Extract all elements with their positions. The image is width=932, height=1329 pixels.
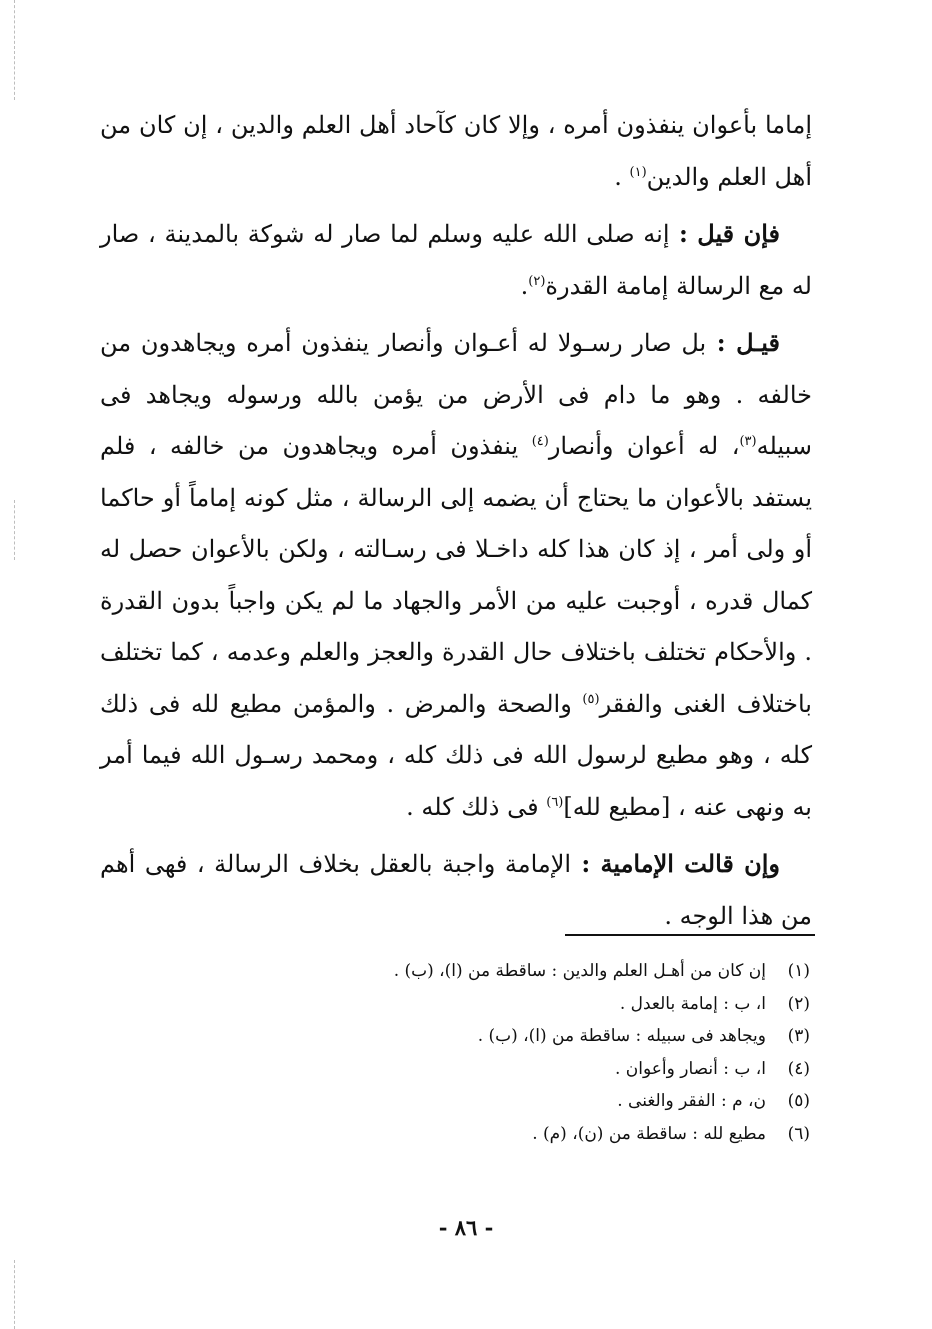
footnote-number: (١) <box>787 961 810 981</box>
paragraph-4 <box>100 838 812 942</box>
footnote-text: إن كان من أهـل العلم والدين : ساقطة من (ا)، (ب) . <box>393 961 766 981</box>
paragraph-3 <box>100 317 812 833</box>
paragraph-3-segment-2: ، له أعوان وأنصار <box>548 432 740 460</box>
footnote-ref-1: (١) <box>629 164 647 180</box>
paragraph-4-lead: وإن قالت الإمامية : <box>581 849 781 878</box>
footnote-text: ا، ب : إمامة بالعدل . <box>619 993 766 1014</box>
scan-edge-mark-middle <box>14 500 15 560</box>
footnote-separator <box>565 934 815 936</box>
footnote-2 <box>100 988 810 1021</box>
footnote-4 <box>100 1053 810 1086</box>
paragraph-2-text: إنه صلى الله عليه وسلم لما صار له شوكة بالمدينة ، صار له مع الرسالة إمامة القدرة <box>100 220 812 300</box>
footnote-number: (٥) <box>787 1091 810 1111</box>
footnote-text: مطيع لله : ساقطة من (ن)، (م) . <box>532 1123 766 1144</box>
footnote-text: ا، ب : أنصار وأعوان . <box>614 1058 766 1079</box>
paragraph-2 <box>100 208 812 312</box>
footnote-ref-6: (٦) <box>546 794 564 810</box>
paragraph-3-segment-1: بل صار رسـولا له أعـوان وأنصار ينفذون أمره ويجاهدون من خالفه . وهو ما دام فى الأرض من يؤمن بالله ورسوله ويجاهد فى سبيله <box>100 329 812 460</box>
main-text <box>100 100 812 947</box>
scan-edge-mark-top <box>14 0 15 100</box>
paragraph-1 <box>100 100 812 203</box>
footnote-6 <box>100 1118 810 1151</box>
footnote-number: (٢) <box>787 993 810 1014</box>
footnote-3 <box>100 1020 810 1053</box>
footnote-ref-2: (٢) <box>528 273 546 289</box>
footnote-1 <box>100 955 810 988</box>
paragraph-1-text: إماما بأعوان ينفذون أمره ، وإلا كان كآحاد أهل العلم والدين ، إن كان من أهل العلم والدين <box>100 111 812 191</box>
footnote-number: (٦) <box>787 1123 810 1144</box>
scan-edge-mark-bottom <box>14 1260 15 1329</box>
footnote-number: (٤) <box>787 1058 810 1079</box>
paragraph-3-lead: قيـل : <box>716 328 781 357</box>
paragraph-2-lead: فإن قيل : <box>678 219 781 248</box>
footnote-ref-3: (٣) <box>739 434 757 449</box>
page-number: - ٨٦ - <box>438 1215 494 1240</box>
paragraph-3-segment-3: ينفذون أمره ويجاهدون من خالفه ، فلم يستفد بالأعوان ما يحتاج أن يضمه إلى الرسالة ، مثل كونه إماماً أو حاكما أو ولى أمر ، إذ كان هذا كله داخـلا فى رسـالته ، ولكن بالأعوان حصل له كمال قدره ، أوجبت عليه من الأمر والجهاد ما لم يكن واجباً بدون القدرة . والأحكام تختلف باختلاف حال القدرة والعجز والعلم وعدمه ، كما تختلف باختلاف الغنى والفقر <box>100 432 813 718</box>
paragraph-1-tail: . <box>614 162 622 191</box>
paragraph-3-segment-5: فى ذلك كله . <box>406 792 539 821</box>
paragraph-3-segment-4: والصحة والمرض . والمؤمن مطيع لله فى ذلك كله ، وهو مطيع لرسول الله فى ذلك كله ، ومحمد رسـول الله فيما أمر به ونهى عنه ، [مطيع لله] <box>100 689 812 821</box>
footnote-5 <box>100 1085 810 1118</box>
footnote-ref-5: (٥) <box>582 691 600 707</box>
footnote-text: ويجاهد فى سبيله : ساقطة من (ا)، (ب) . <box>477 1026 766 1046</box>
footnote-text: ن، م : الفقر والغنى . <box>617 1091 766 1111</box>
footnote-ref-4: (٤) <box>531 434 549 449</box>
paragraph-2-tail: . <box>520 271 529 300</box>
paragraph-4-text: الإمامة واجبة بالعقل بخلاف الرسالة ، فهى أهم من هذا الوجه . <box>100 850 812 930</box>
footnote-number: (٣) <box>787 1026 810 1046</box>
footnotes <box>100 955 810 1150</box>
